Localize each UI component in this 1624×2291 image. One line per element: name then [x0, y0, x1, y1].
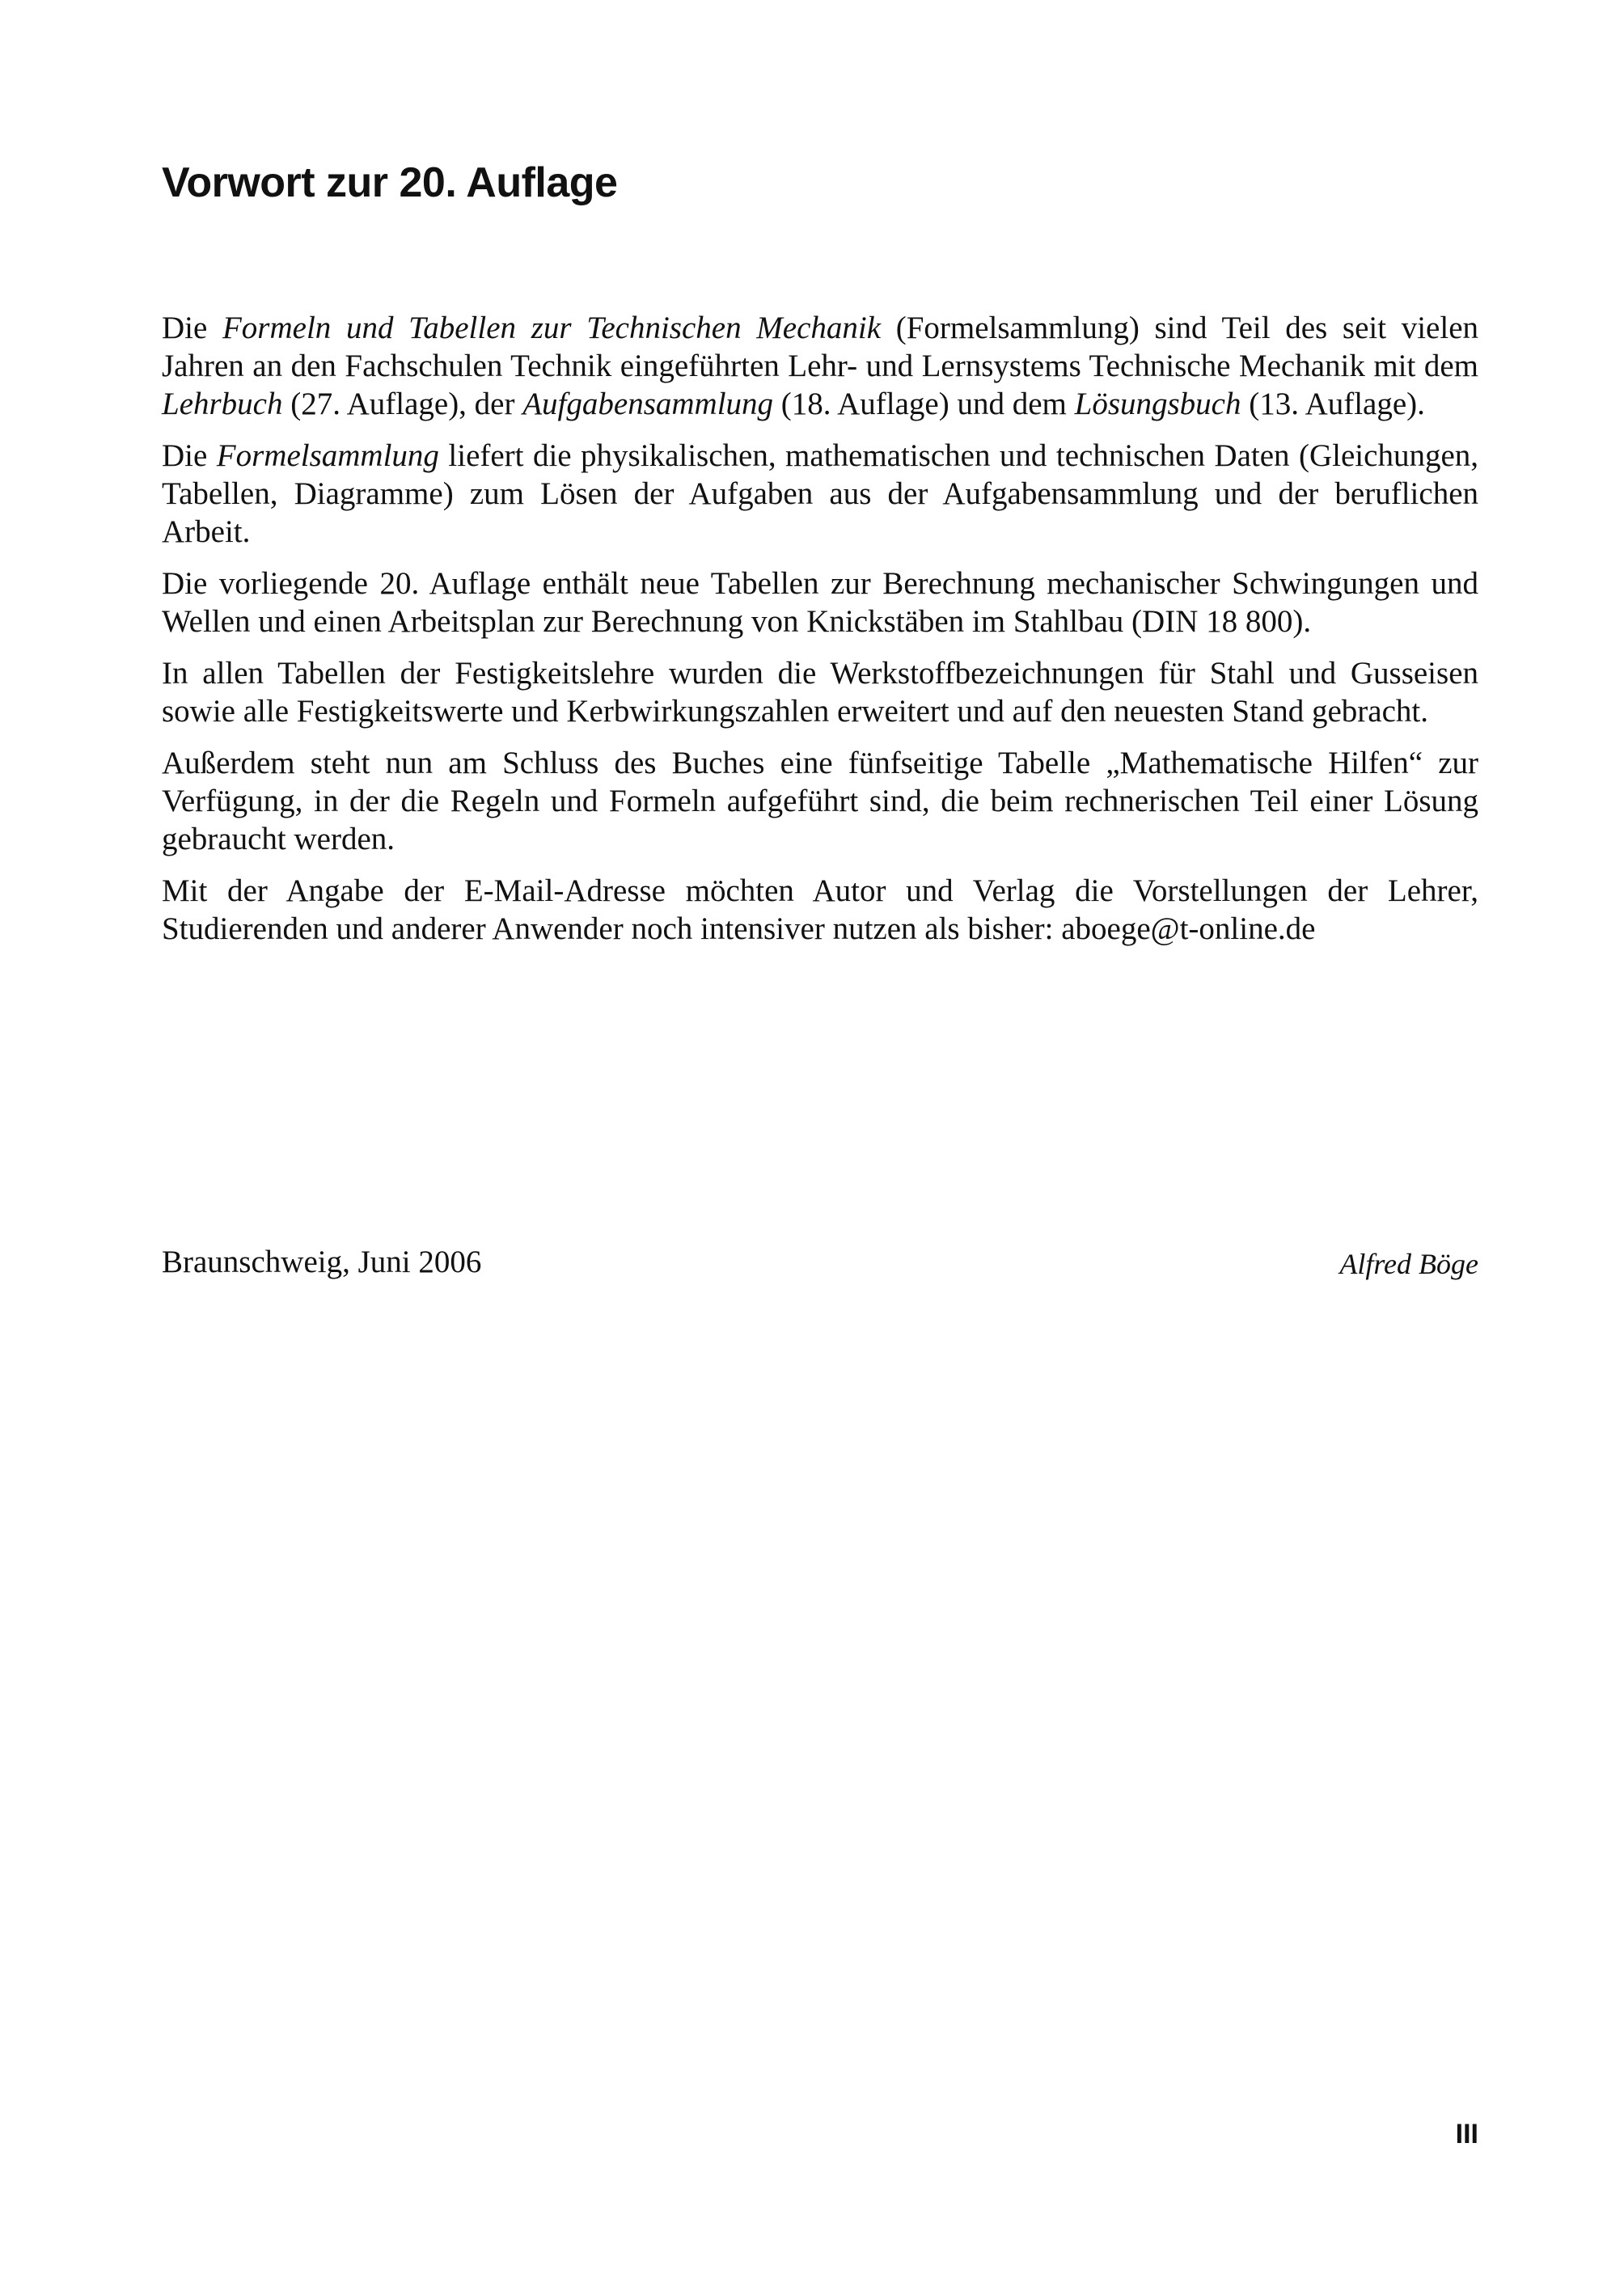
- paragraph-5: Außerdem steht nun am Schluss des Buches eine fünfseitige Tabelle „Mathematische Hilfen“ zur Verfügung, in der die Regeln und Formeln aufgeführt sind, die beim rechnerischen Teil einer Lösung gebraucht werden.: [162, 746, 1478, 856]
- paragraph-6: Mit der Angabe der E-Mail-Adresse möchten Autor und Verlag die Vorstellungen der Lehrer, Studierenden und anderer Anwender noch intensiver nutzen als bisher: aboege@t-online.de: [162, 873, 1478, 946]
- place-date: Braunschweig, Juni 2006: [162, 1245, 482, 1279]
- text-span: (13. Auflage).: [1241, 387, 1425, 421]
- paragraph-4: In allen Tabellen der Festigkeitslehre wurden die Werkstoffbezeichnungen für Stahl und Gusseisen sowie alle Festigkeitswerte und Kerbwirkungszahlen erweitert und auf den neuesten Stand gebracht.: [162, 656, 1478, 729]
- page-title: Vorwort zur 20. Auflage: [162, 159, 618, 206]
- text-span: liefert die physikalischen, mathematischen und technischen Daten (Gleichungen, Tabellen, Diagramme) zum Lösen der Aufgaben aus der Aufgabensammlung und der beruflichen Arbeit.: [162, 438, 1479, 549]
- title-lehrbuch: Lehrbuch: [162, 387, 283, 421]
- title-formeln-und-tabellen: Formeln und Tabellen zur Technischen Mechanik: [222, 311, 882, 345]
- author-signature: Alfred Böge: [1339, 1248, 1478, 1280]
- paragraph-2: [162, 437, 1478, 551]
- page-number: III: [1455, 2119, 1478, 2149]
- text-span: (27. Auflage), der: [282, 387, 523, 421]
- preface-body: [162, 309, 1478, 962]
- text-span: Die: [162, 311, 222, 345]
- title-aufgabensammlung: Aufgabensammlung: [522, 387, 774, 421]
- text-span: (18. Auflage) und dem: [773, 387, 1075, 421]
- text-span: (Formelsammlung) sind Teil des seit vielen Jahren an den Fachschulen Technik eingeführten Lehr- und Lernsystems Technische Mechanik mit dem: [162, 311, 1479, 383]
- paragraph-3: Die vorliegende 20. Auflage enthält neue Tabellen zur Berechnung mechanischer Schwingungen und Wellen und einen Arbeitsplan zur Berechnung von Knickstäben im Stahlbau (DIN 18 800).: [162, 566, 1478, 639]
- text-span: Die: [162, 438, 217, 473]
- title-formelsammlung: Formelsammlung: [216, 438, 439, 473]
- paragraph-1: [162, 309, 1478, 423]
- title-loesungsbuch: Lösungsbuch: [1074, 387, 1241, 421]
